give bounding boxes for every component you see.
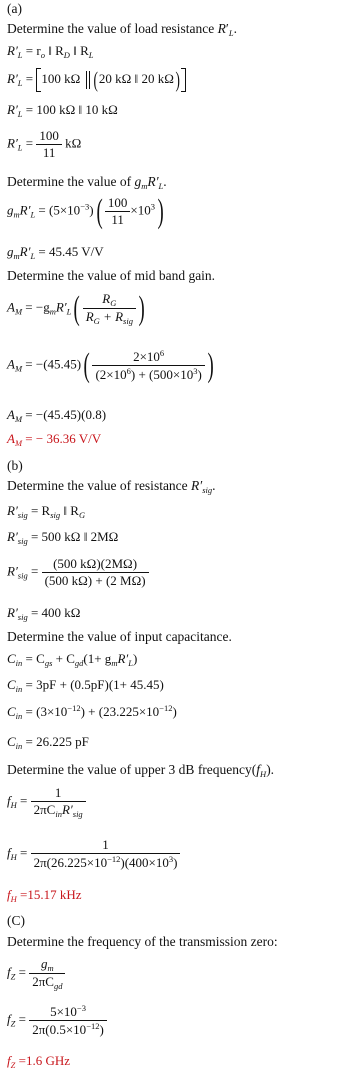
equation: $A_M = -g_mR'_L$( $\frac{R_G}{R_G + R_{sig}}$ )	[7, 289, 145, 327]
step-heading: Determine the value of load resistance $R'_L$.	[7, 21, 237, 38]
equation: $R'_L = r_o$ ‖ $R_D$ ‖ $R_L$	[7, 43, 94, 60]
equation: $C_{in} = C_{gs} + C_{gd}(1+ g_mR'_L)$	[7, 651, 138, 668]
part-c-label: (C)	[7, 913, 25, 928]
equation: $C_{in} = (3\times 10^{-12}) + (23.225\times 10^{-12})$	[7, 703, 177, 721]
step-heading: Determine the value of resistance $R'_{sig}$.	[7, 478, 216, 495]
result-upper-3db-frequency: $f_H =15.17$ kHz	[7, 887, 82, 904]
equation: $g_mR'_L = (5\times 10^{-3})$( $\frac{100}{11}$ $\times 10^3$)	[7, 192, 164, 230]
equation: $R'_{sig} = R_{sig}$ ‖ $R_G$	[7, 503, 86, 520]
step-heading: Determine the value of input capacitance.	[7, 629, 232, 644]
equation: $R'_{sig}$ = $\frac{(500 k\Omega)(2M\Omega)}{(500 k\Omega) + (2 M\Omega)}$	[7, 556, 149, 589]
equation: $f_Z$ = $\frac{g_m}{2\pi C_{gd}}$	[7, 956, 65, 991]
equation: $R'_{sig} = 400$ kΩ	[7, 605, 81, 622]
equation: $R'_L = 100$ kΩ ‖ 10 kΩ	[7, 102, 118, 119]
equation: $C_{in} = 26.225$ pF	[7, 734, 89, 751]
equation: $g_mR'_L = 45.45$ V/V	[7, 244, 104, 261]
step-heading: Determine the value of $g_mR'_L$.	[7, 174, 167, 191]
part-b-label: (b)	[7, 458, 23, 473]
equation: $R'_L$ = $\frac{100}{11}$ kΩ	[7, 128, 82, 160]
step-heading: Determine the frequency of the transmission zero:	[7, 934, 278, 949]
equation: $f_H$ = $\frac{1}{2\pi C_{in}R'_{sig}}$	[7, 785, 86, 819]
equation: $f_Z$ = $\frac{5\times 10^{-3}}{2\pi(0.5\times 10^{-12})}$	[7, 1003, 107, 1038]
part-a-label: (a)	[7, 1, 22, 16]
equation: $C_{in} = 3pF + (0.5pF)(1+ 45.45)$	[7, 677, 164, 694]
step-heading: Determine the value of mid band gain.	[7, 268, 216, 283]
equation: $A_M = -(45.45)$( $\frac{2\times 10^6}{(2\times 10^6) + (500\times 10^3)}$ )	[7, 346, 214, 384]
result-transmission-zero: $f_Z =1.6$ GHz	[7, 1053, 70, 1070]
equation: $R'_L = 100$ kΩ (20 kΩ ‖ 20 kΩ)	[7, 68, 186, 92]
equation: $A_M = -(45.45)(0.8)$	[7, 407, 107, 424]
result-mid-band-gain: $A_M$ = − 36.36 V/V	[7, 431, 102, 448]
equation: $R'_{sig} = 500$ kΩ ‖ 2MΩ	[7, 529, 119, 546]
step-heading: Determine the value of upper 3 dB $frequency(f_H)$.	[7, 762, 275, 779]
equation: $f_H$ = $\frac{1}{2\pi(26.225\times 10^{-12})(400\times 10^3)}$	[7, 837, 180, 871]
